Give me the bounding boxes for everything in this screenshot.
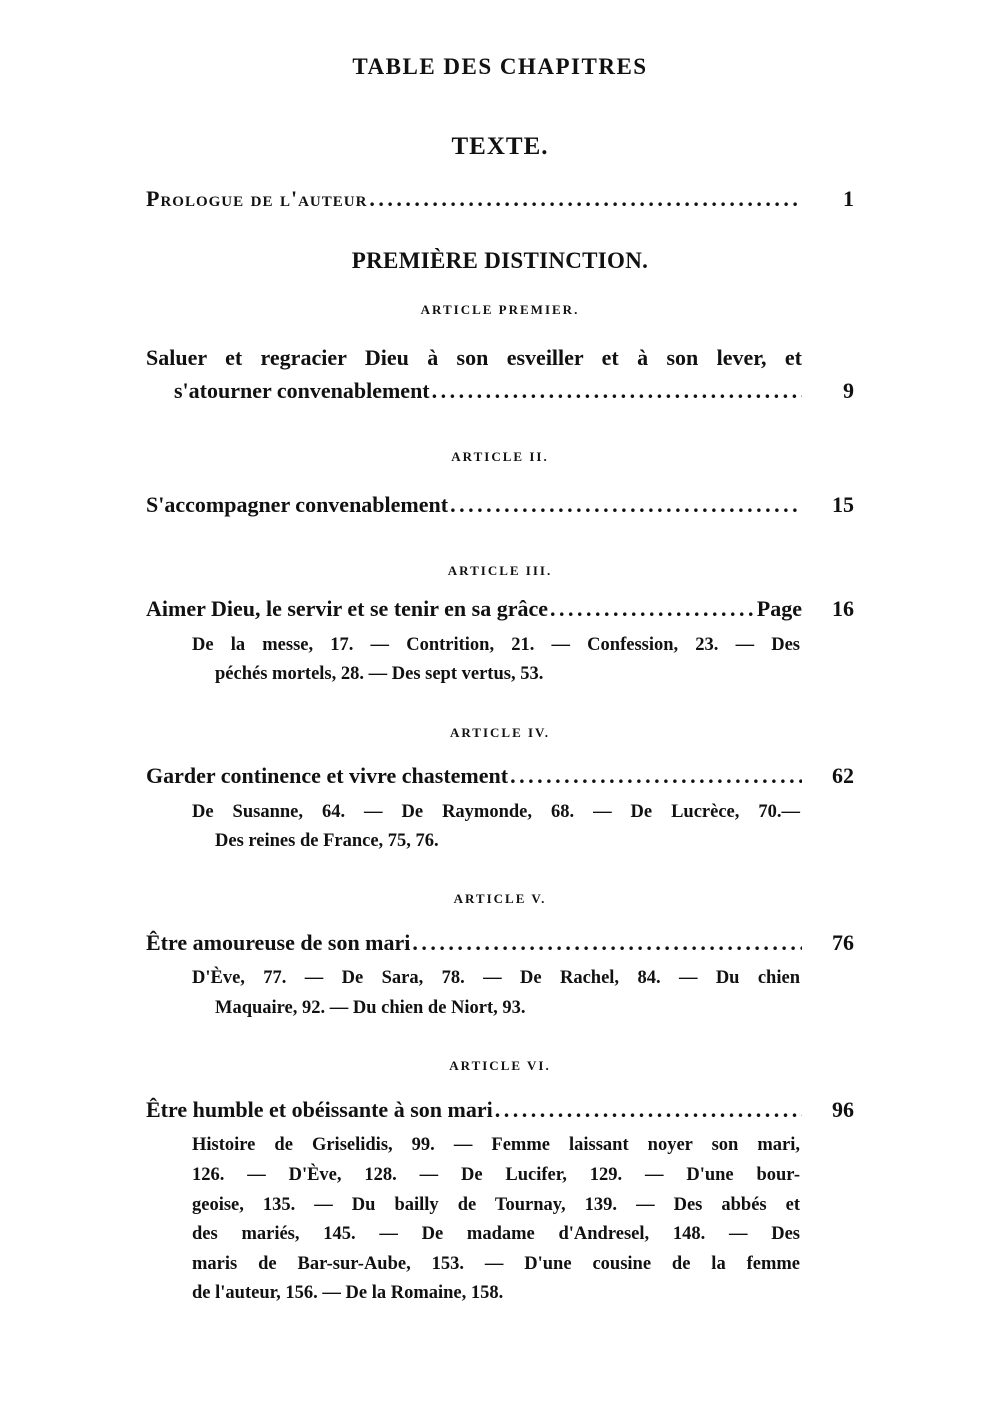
article-1-entry	[174, 378, 802, 404]
dot-leader	[432, 378, 802, 404]
dot-leader	[412, 930, 802, 956]
dot-leader	[369, 186, 802, 212]
article-3-entry	[146, 596, 802, 622]
article-2-page-number: 15	[832, 492, 854, 517]
article-6-subentry-line: Histoire de Griselidis, 99. — Femme laissant noyer son mari,	[192, 1135, 800, 1155]
article-3-subentry-line: péchés mortels, 28. — Des sept vertus, 53.	[215, 664, 544, 684]
prologue-page-number: 1	[843, 186, 854, 211]
dot-leader	[495, 1097, 802, 1123]
article-4-subentry-line: Des reines de France, 75, 76.	[215, 831, 439, 851]
article-6-subentry-line: des mariés, 145. — De madame d'Andresel, 148. — Des	[192, 1224, 800, 1244]
article-4-page-number: 62	[832, 763, 854, 788]
article-1-page-number: 9	[843, 378, 854, 403]
article-6-entry	[146, 1097, 802, 1123]
dot-leader	[510, 763, 802, 789]
article-4-entry	[146, 763, 802, 789]
page-label: Page	[756, 596, 802, 621]
article-6-subentry-line: 126. — D'Ève, 128. — De Lucifer, 129. — D'une bour-	[192, 1165, 800, 1185]
article-6-subentry-line: geoise, 135. — Du bailly de Tournay, 139. — Des abbés et	[192, 1195, 800, 1215]
article-heading-4: ARTICLE IV.	[449, 725, 551, 740]
article-2-entry	[146, 492, 802, 518]
article-heading-2: ARTICLE II.	[451, 449, 549, 464]
article-5-page-number: 76	[832, 930, 854, 955]
section-title: TEXTE.	[451, 133, 549, 160]
article-4-subentry-line: De Susanne, 64. — De Raymonde, 68. — De Lucrèce, 70.—	[192, 802, 800, 822]
dot-leader	[450, 492, 802, 518]
article-5-entry	[146, 930, 802, 956]
article-5-title: Être amoureuse de son mari	[146, 930, 411, 955]
article-6-title: Être humble et obéissante à son mari	[146, 1097, 493, 1122]
article-3-subentry-line: De la messe, 17. — Contrition, 21. — Confession, 23. — Des	[192, 635, 800, 655]
article-1-title-line: s'atourner convenablement	[174, 378, 430, 403]
article-1-title-line: Saluer et regracier Dieu à son esveiller et à son lever, et	[146, 345, 802, 370]
article-heading-1: ARTICLE PREMIER.	[420, 302, 580, 317]
prologue-title: Prologue de l'auteur	[146, 186, 368, 211]
article-heading-3: ARTICLE III.	[447, 563, 553, 578]
article-heading-5: ARTICLE V.	[453, 891, 547, 906]
article-3-title: Aimer Dieu, le servir et se tenir en sa grâce	[146, 596, 548, 621]
article-6-page-number: 96	[832, 1097, 854, 1122]
article-4-title: Garder continence et vivre chastement	[146, 763, 509, 788]
article-heading-6: ARTICLE VI.	[449, 1058, 551, 1073]
distinction-title: PREMIÈRE DISTINCTION.	[351, 248, 649, 273]
article-3-page-number: 16	[832, 596, 854, 621]
article-6-subentry-line: maris de Bar-sur-Aube, 153. — D'une cousine de la femme	[192, 1254, 800, 1274]
page-title: TABLE DES CHAPITRES	[352, 54, 648, 79]
article-6-subentry-line: de l'auteur, 156. — De la Romaine, 158.	[192, 1283, 504, 1303]
dot-leader	[550, 596, 753, 622]
article-2-title: S'accompagner convenablement	[146, 492, 449, 517]
prologue-entry	[146, 186, 802, 212]
article-5-subentry-line: Maquaire, 92. — Du chien de Niort, 93.	[215, 998, 526, 1018]
article-5-subentry-line: D'Ève, 77. — De Sara, 78. — De Rachel, 84. — Du chien	[192, 968, 800, 988]
